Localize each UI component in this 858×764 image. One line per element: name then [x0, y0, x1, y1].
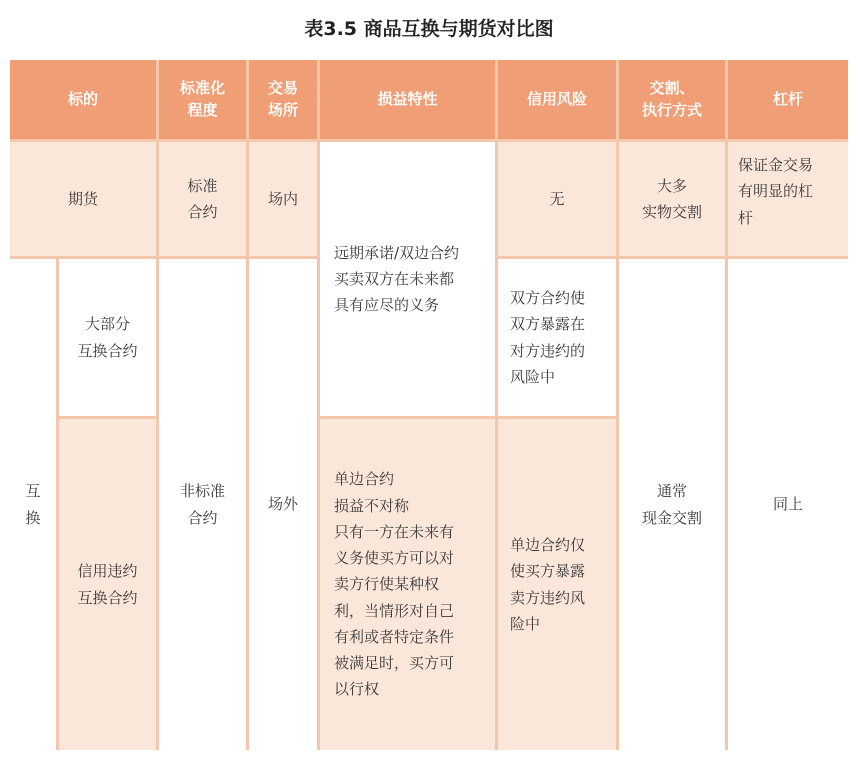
swap-credit-default-subject: 信用违约 互换合约 — [59, 419, 156, 750]
futures-subject: 期货 — [10, 142, 156, 256]
futures-venue: 场内 — [249, 142, 317, 256]
header-pnl: 损益特性 — [320, 60, 495, 139]
header-subject: 标的 — [10, 60, 156, 139]
swap-standardization: 非标准 合约 — [159, 259, 246, 750]
table-title: 表3.5 商品互换与期货对比图 — [304, 18, 554, 40]
futures-leverage: 保证金交易 有明显的杠 杆 — [728, 142, 848, 256]
header-standardization: 标准化 程度 — [159, 60, 246, 139]
header-leverage: 杠杆 — [728, 60, 848, 139]
header-credit-risk: 信用风险 — [498, 60, 616, 139]
futures-credit-risk: 无 — [498, 142, 616, 256]
comparison-table — [10, 60, 848, 750]
swap-group-label: 互 换 — [10, 259, 56, 750]
swap-venue: 场外 — [249, 259, 317, 750]
pnl-unilateral: 单边合约 损益不对称 只有一方在未来有 义务使买方可以对 卖方行使某种权 利，当情形对自己 有利或者特定条件 被满足时，买方可 以行权 — [320, 419, 495, 750]
futures-delivery: 大多 实物交割 — [619, 142, 725, 256]
pnl-bilateral: 远期承诺/双边合约 买卖双方在未来都 具有应尽的义务 — [320, 142, 495, 416]
futures-standardization: 标准 合约 — [159, 142, 246, 256]
swap-leverage: 同上 — [728, 259, 848, 750]
swap-delivery: 通常 现金交割 — [619, 259, 725, 750]
swap-majority-credit-risk: 双方合约使 双方暴露在 对方违约的 风险中 — [498, 259, 616, 416]
header-delivery: 交割、 执行方式 — [619, 60, 725, 139]
header-venue: 交易 场所 — [249, 60, 317, 139]
swap-cds-credit-risk: 单边合约仅 使买方暴露 卖方违约风 险中 — [498, 419, 616, 750]
swap-majority-subject: 大部分 互换合约 — [59, 259, 156, 416]
